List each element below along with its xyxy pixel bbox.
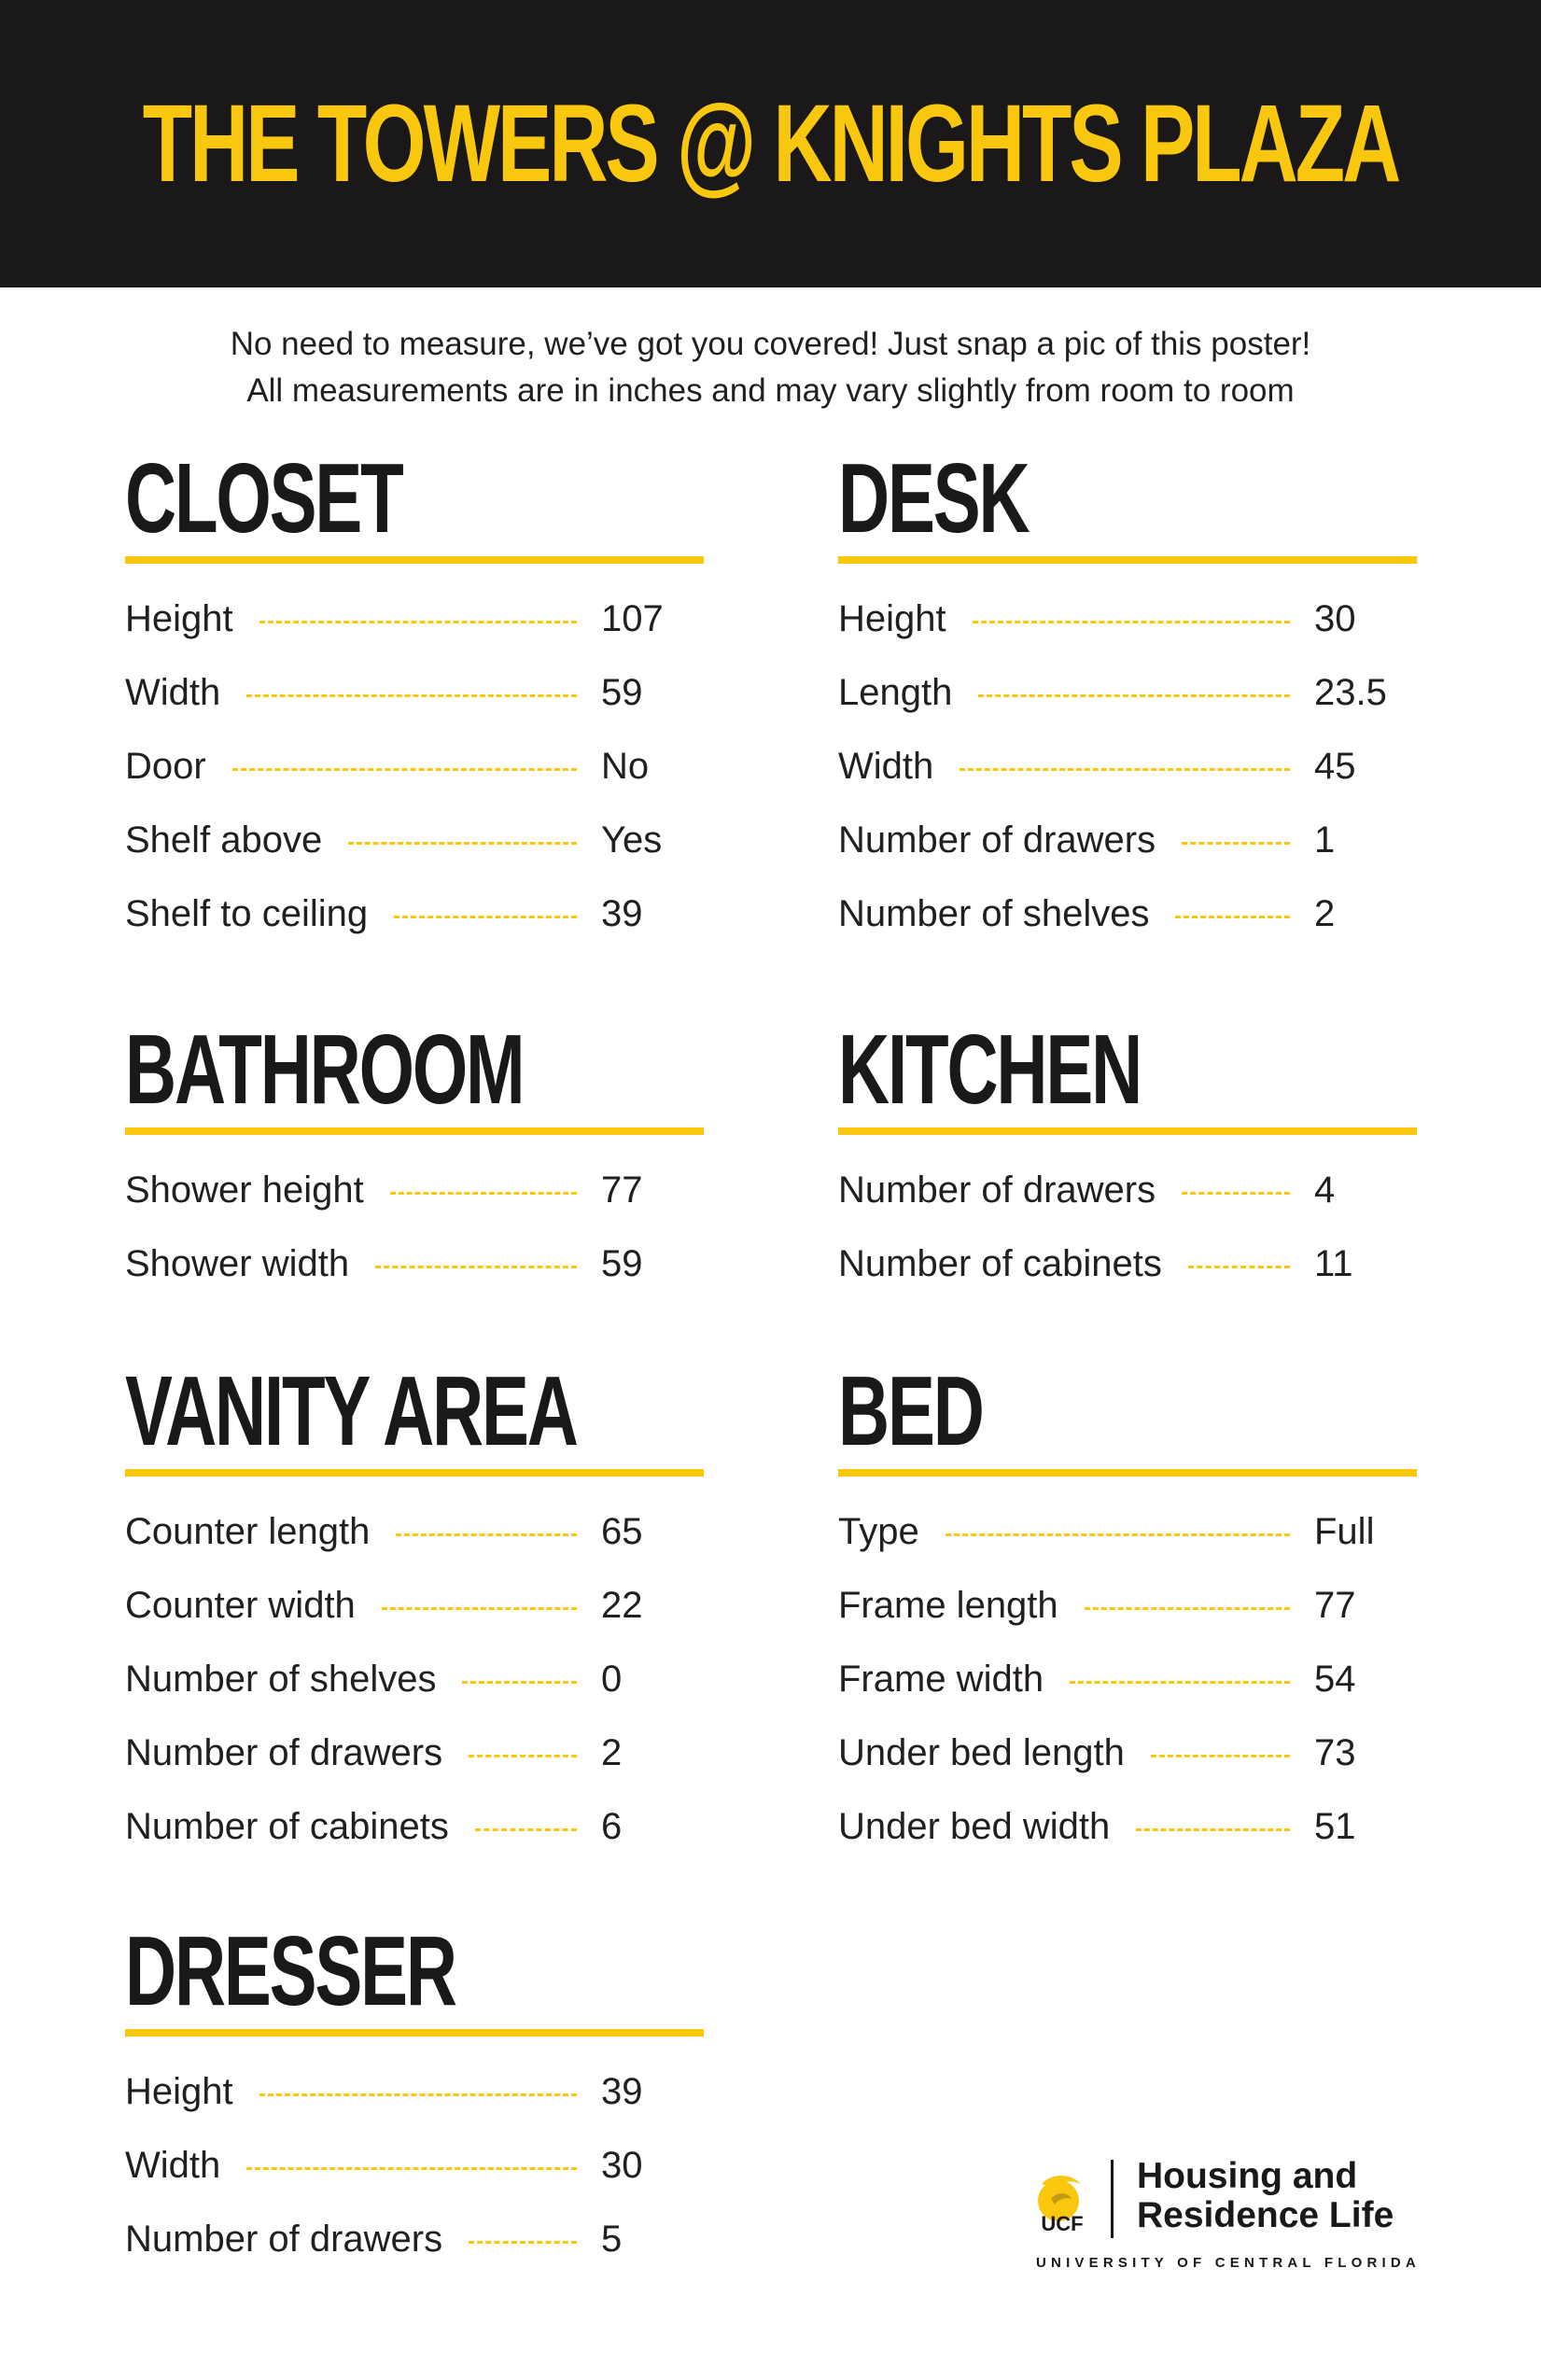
row-value: 0 [601, 1659, 623, 1700]
row-value: 59 [601, 672, 643, 713]
row-label: Width [838, 746, 934, 787]
row-value: 59 [601, 1243, 643, 1284]
row-value: 77 [601, 1169, 643, 1211]
page-title: THE TOWERS @ KNIGHTS PLAZA [142, 82, 1399, 205]
row-label: Under bed length [838, 1732, 1125, 1773]
row-value: 23.5 [1314, 672, 1387, 713]
dashed-leader [382, 1607, 577, 1610]
row-label: Number of drawers [838, 819, 1156, 861]
ucf-housing-logo [1034, 2154, 1426, 2275]
row-value: 77 [1314, 1585, 1356, 1626]
row-value: 5 [601, 2219, 623, 2260]
row-value: 73 [1314, 1732, 1356, 1773]
header-bar [0, 0, 1541, 287]
measurement-row [125, 2129, 704, 2203]
measurement-row [125, 1227, 704, 1301]
dashed-leader [246, 2167, 577, 2170]
row-value: 39 [601, 893, 643, 934]
dashed-leader [1182, 842, 1290, 845]
intro-text [0, 321, 1541, 414]
section-title: DESK [838, 443, 1029, 553]
section-desk [838, 443, 1417, 951]
intro-line-1: No need to measure, we’ve got you covered! Just snap a pic of this poster! [230, 326, 1311, 362]
dashed-leader [259, 621, 577, 623]
dashed-leader [1085, 1607, 1290, 1610]
section-dresser [125, 1916, 704, 2276]
measurement-row [125, 1643, 704, 1716]
dashed-leader [375, 1266, 577, 1268]
measurement-row [125, 582, 704, 656]
section-divider [838, 1469, 1417, 1477]
row-value: 4 [1314, 1169, 1336, 1211]
dashed-leader [1188, 1266, 1290, 1268]
measurement-row [125, 1569, 704, 1643]
dashed-leader [978, 694, 1290, 697]
section-title: DRESSER [125, 1916, 455, 2026]
measurement-row [838, 656, 1417, 730]
row-label: Frame width [838, 1659, 1044, 1700]
section-bed [838, 1356, 1417, 1864]
row-label: Number of cabinets [125, 1806, 449, 1847]
row-label: Under bed width [838, 1806, 1111, 1847]
measurement-row [125, 1495, 704, 1569]
logo-line-2: Residence Life [1137, 2195, 1394, 2235]
measurement-row [125, 804, 704, 877]
dashed-leader [462, 1681, 577, 1684]
measurement-row [838, 1716, 1417, 1790]
row-label: Number of shelves [838, 893, 1150, 934]
dashed-leader [232, 768, 577, 771]
row-label: Shelf above [125, 819, 323, 861]
row-label: Height [838, 598, 946, 639]
row-label: Width [125, 672, 221, 713]
measurement-row [838, 1790, 1417, 1864]
dashed-leader [1182, 1192, 1290, 1195]
row-value: 39 [601, 2071, 643, 2112]
measurement-row [125, 1790, 704, 1864]
row-value: 107 [601, 598, 664, 639]
row-label: Shelf to ceiling [125, 893, 369, 934]
dashed-leader [973, 621, 1290, 623]
section-divider [838, 556, 1417, 564]
section-bathroom [125, 1015, 704, 1301]
measurement-row [838, 1569, 1417, 1643]
measurement-row [838, 877, 1417, 951]
dashed-leader [469, 2241, 577, 2244]
dashed-leader [475, 1828, 577, 1831]
measurement-row [838, 1643, 1417, 1716]
row-value: 45 [1314, 746, 1356, 787]
dashed-leader [946, 1533, 1290, 1536]
dashed-leader [259, 2093, 577, 2096]
measurement-row [125, 656, 704, 730]
row-value: 1 [1314, 819, 1336, 861]
row-label: Number of drawers [838, 1169, 1156, 1211]
row-label: Shower height [125, 1169, 364, 1211]
section-title: VANITY AREA [125, 1356, 577, 1466]
measurement-row [838, 582, 1417, 656]
row-label: Length [838, 672, 953, 713]
dashed-leader [394, 916, 577, 918]
dashed-leader [960, 768, 1290, 771]
row-label: Counter length [125, 1511, 371, 1552]
section-divider [125, 2029, 704, 2037]
row-value: 65 [601, 1511, 643, 1552]
row-label: Shower width [125, 1243, 350, 1284]
dashed-leader [1070, 1681, 1290, 1684]
row-label: Width [125, 2145, 221, 2186]
row-label: Height [125, 598, 233, 639]
section-divider [125, 1469, 704, 1477]
row-value: 2 [1314, 893, 1336, 934]
dashed-leader [1136, 1828, 1290, 1831]
measurement-row [125, 1154, 704, 1227]
row-label: Type [838, 1511, 919, 1552]
dashed-leader [390, 1192, 577, 1195]
section-title: KITCHEN [838, 1015, 1142, 1125]
row-value: 30 [1314, 598, 1356, 639]
section-title: BATHROOM [125, 1015, 524, 1125]
section-kitchen [838, 1015, 1417, 1301]
row-label: Counter width [125, 1585, 356, 1626]
row-value: 2 [601, 1732, 623, 1773]
row-value: 51 [1314, 1806, 1356, 1847]
dashed-leader [246, 694, 577, 697]
row-value: 11 [1314, 1243, 1353, 1284]
section-divider [838, 1127, 1417, 1135]
measurement-row [838, 1495, 1417, 1569]
measurement-row [125, 730, 704, 804]
row-label: Height [125, 2071, 233, 2112]
ucf-wordmark: UCF [1041, 2212, 1084, 2235]
logo-line-1: Housing and [1137, 2156, 1358, 2196]
row-value: 22 [601, 1585, 643, 1626]
row-label: Door [125, 746, 206, 787]
row-label: Frame length [838, 1585, 1058, 1626]
row-value: No [601, 746, 650, 787]
section-vanity-area [125, 1356, 704, 1864]
row-label: Number of shelves [125, 1659, 437, 1700]
measurement-row [838, 1154, 1417, 1227]
row-value: 54 [1314, 1659, 1356, 1700]
measurement-row [838, 1227, 1417, 1301]
measurement-row [838, 730, 1417, 804]
logo-divider [1111, 2160, 1114, 2238]
measurement-row [125, 1716, 704, 1790]
measurement-row [838, 804, 1417, 877]
section-divider [125, 1127, 704, 1135]
section-divider [125, 556, 704, 564]
measurement-row [125, 2055, 704, 2129]
section-title: BED [838, 1356, 983, 1466]
intro-line-2: All measurements are in inches and may vary slightly from room to room [246, 372, 1295, 409]
dashed-leader [396, 1533, 577, 1536]
dashed-leader [348, 842, 577, 845]
row-value: Full [1314, 1511, 1375, 1552]
dashed-leader [469, 1755, 577, 1757]
section-title: CLOSET [125, 443, 402, 553]
dashed-leader [1175, 916, 1290, 918]
section-closet [125, 443, 704, 951]
measurement-row [125, 877, 704, 951]
measurement-row [125, 2203, 704, 2276]
dashed-leader [1151, 1755, 1290, 1757]
row-value: 30 [601, 2145, 643, 2186]
row-value: Yes [601, 819, 663, 861]
logo-subtitle: UNIVERSITY OF CENTRAL FLORIDA [1036, 2255, 1421, 2271]
row-label: Number of cabinets [838, 1243, 1162, 1284]
row-label: Number of drawers [125, 1732, 443, 1773]
row-label: Number of drawers [125, 2219, 443, 2260]
row-value: 6 [601, 1806, 623, 1847]
